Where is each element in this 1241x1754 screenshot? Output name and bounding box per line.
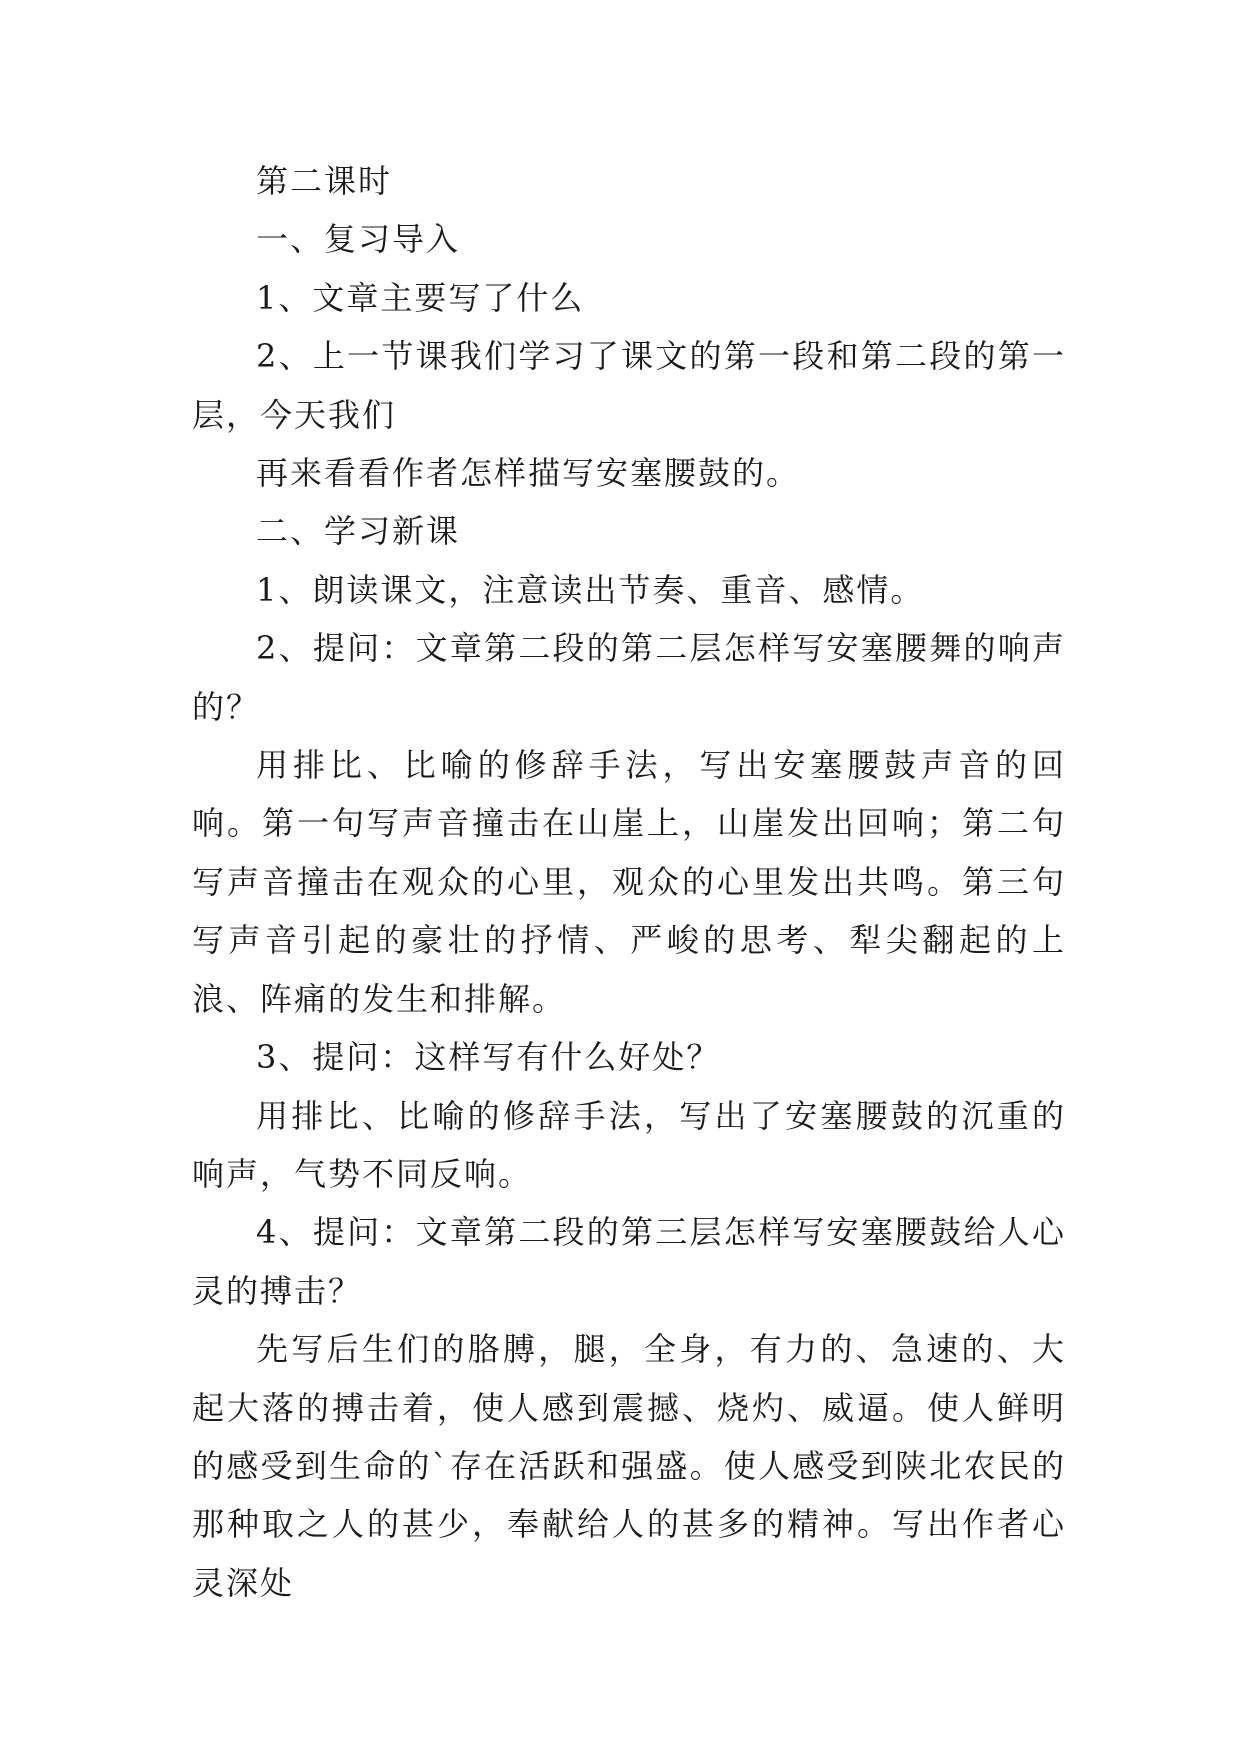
paragraph-section-review: 一、复习导入 — [256, 220, 461, 259]
paragraph-answer-4: 先写后生们的胳膊，腿，全身，有力的、急速的、大起大落的搏击着，使人感到震撼、烧灼、威逼。使人鲜明的感受到生命的`存在活跃和强盛。使人感受到陕北农民的那种取之人的甚少，奉献给人的甚多的精神。写出作者心灵深处 — [192, 1330, 1066, 1602]
paragraph-lesson-item-4: 4、提问：文章第二段的第三层怎样写安塞腰鼓给人心灵的搏击？ — [192, 1213, 1066, 1310]
document-body — [192, 152, 1066, 1612]
paragraph-review-item-2-cont: 再来看看作者怎样描写安塞腰鼓的。 — [256, 454, 801, 493]
paragraph-lesson-item-1: 1、朗读课文，注意读出节奏、重音、感情。 — [256, 570, 925, 609]
paragraph-answer-2: 用排比、比喻的修辞手法，写出安塞腰鼓声音的回响。第一句写声音撞击在山崖上，山崖发出回响；第二句写声音撞击在观众的心里，观众的心里发出共鸣。第三句写声音引起的豪壮的抒情、严峻的思考、犁尖翻起的上浪、阵痛的发生和排解。 — [192, 746, 1066, 1018]
paragraph-lesson-title: 第二课时 — [256, 162, 393, 200]
paragraph-answer-3: 用排比、比喻的修辞手法，写出了安塞腰鼓的沉重的响声，气势不同反响。 — [192, 1096, 1066, 1193]
paragraph-review-item-2: 2、上一节课我们学习了课文的第一段和第二段的第一层，今天我们 — [192, 337, 1066, 434]
paragraph-lesson-item-3: 3、提问：这样写有什么好处？ — [256, 1038, 721, 1077]
paragraph-lesson-item-2: 2、提问：文章第二段的第二层怎样写安塞腰舞的响声的？ — [192, 629, 1066, 726]
paragraph-review-item-1: 1、文章主要写了什么 — [256, 278, 585, 317]
paragraph-section-new-lesson: 二、学习新课 — [256, 512, 461, 551]
